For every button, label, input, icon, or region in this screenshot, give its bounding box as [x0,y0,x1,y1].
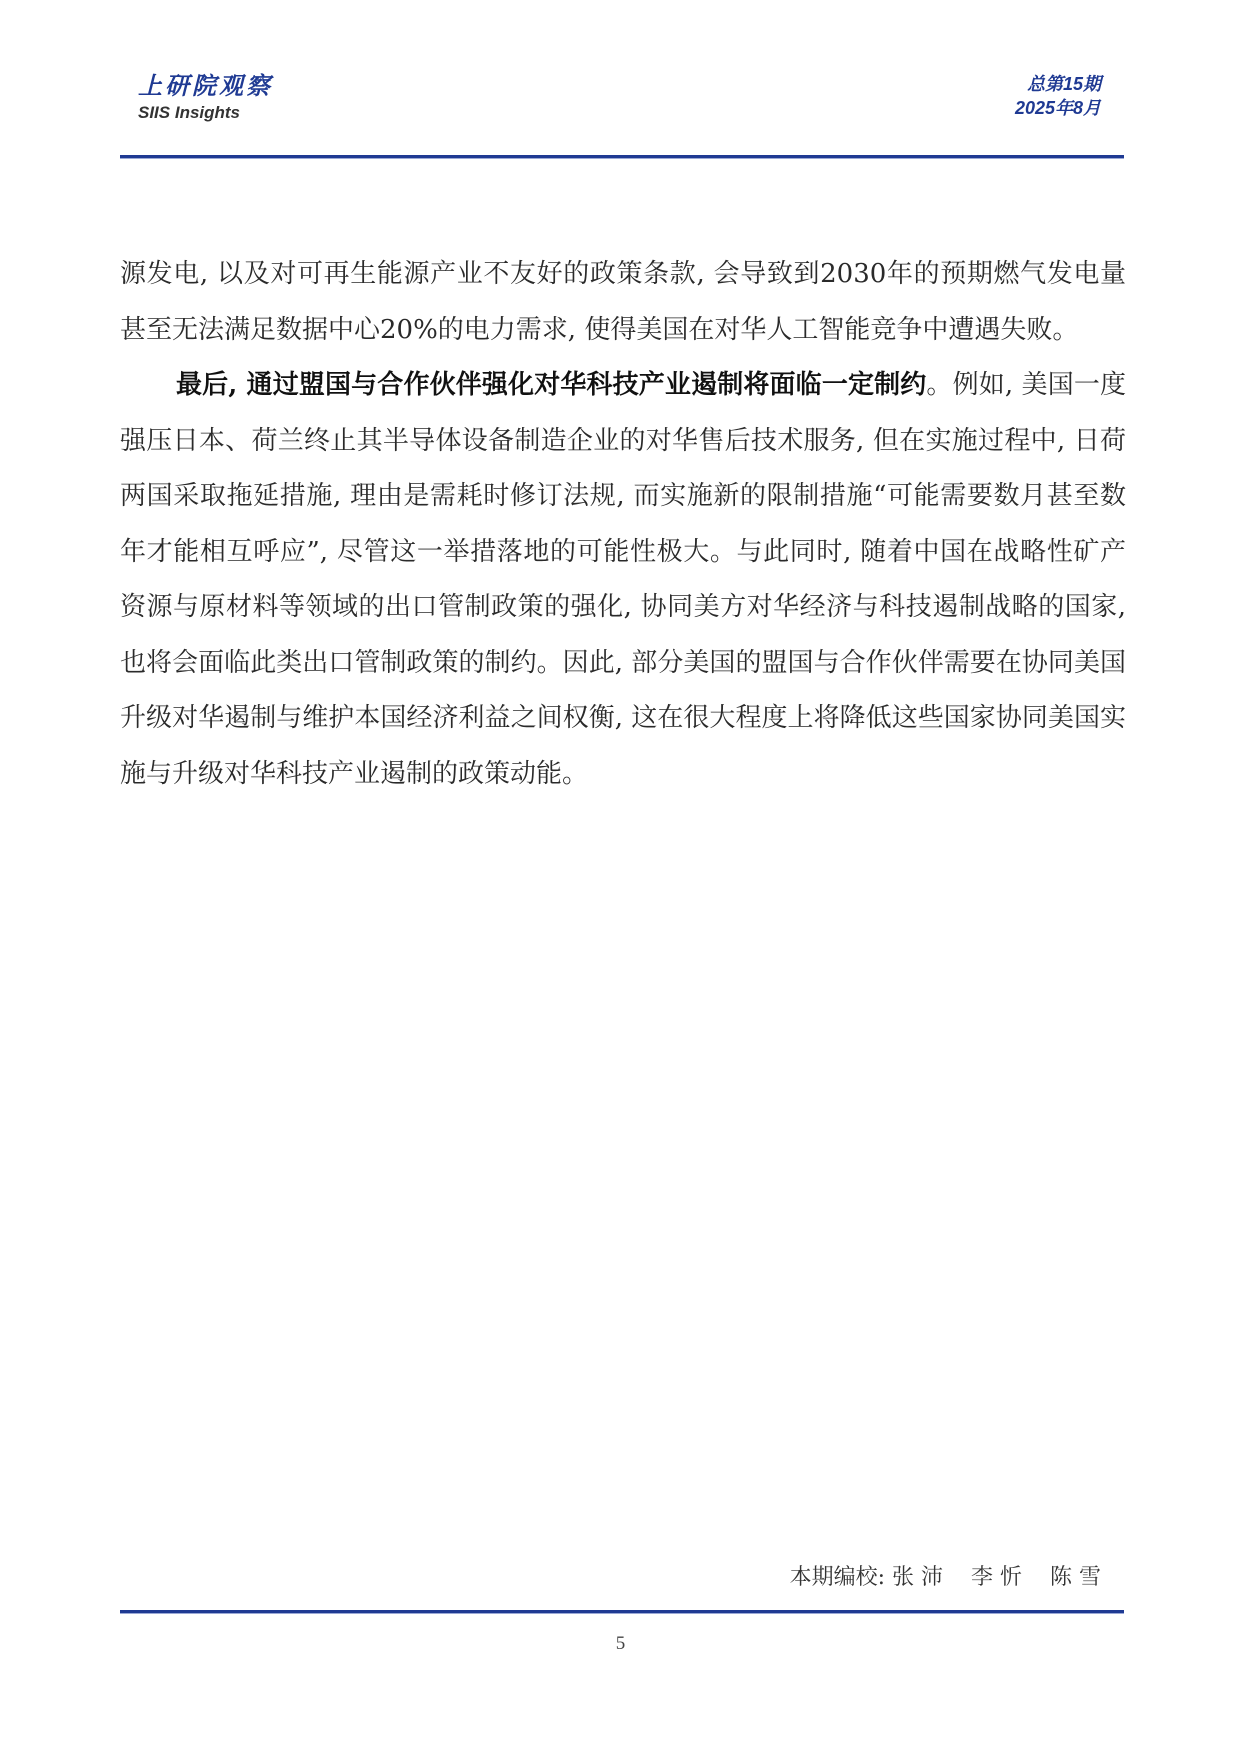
article-body [120,247,1126,802]
header-brand [138,72,398,124]
brand-title-en: SIIS Insights [138,103,241,122]
editors-credit: 本期编校: 张 沛 李 忻 陈 雪 [789,1565,1101,1590]
paragraph-lead-bold: 最后, 通过盟国与合作伙伴强化对华科技产业遏制将面临一定制约 [176,370,927,400]
issue-date: 2025年8月 [1014,98,1101,118]
brand-title-cn: 上研院观察 [138,71,273,100]
paragraph: 源发电, 以及对可再生能源产业不友好的政策条款, 会导致到2030年的预期燃气发电量甚至无法满足数据中心20%的电力需求, 使得美国在对华人工智能竞争中遭遇失败。 [120,259,1126,345]
header-divider [120,155,1124,159]
page-number: 5 [615,1633,626,1654]
paragraph [120,358,1126,802]
header-issue [901,72,1101,120]
paragraph-text: 。例如, 美国一度强压日本、荷兰终止其半导体设备制造企业的对华售后技术服务, 但在实施过程中, 日荷两国采取拖延措施, 理由是需耗时修订法规, 而实施新的限制措施“可能需要数月甚至数年才能相互呼应”, 尽管这一举措落地的可能性极大。与此同时, 随着中国在战略性矿产资源与原材料等领域的出口管制政策的强化, 协同美方对华经济与科技遏制战略的国家, 也将会面临此类出口管制政策的制约。因此, 部分美国的盟国与合作伙伴需要在协同美国升级对华遏制与维护本国经济利益之间权衡, 这在很大程度上将降低这些国家协同美国实施与升级对华科技产业遏制的政策动能。 [120,370,1126,789]
footer-divider [120,1610,1124,1614]
issue-number: 总第15期 [1026,74,1101,94]
